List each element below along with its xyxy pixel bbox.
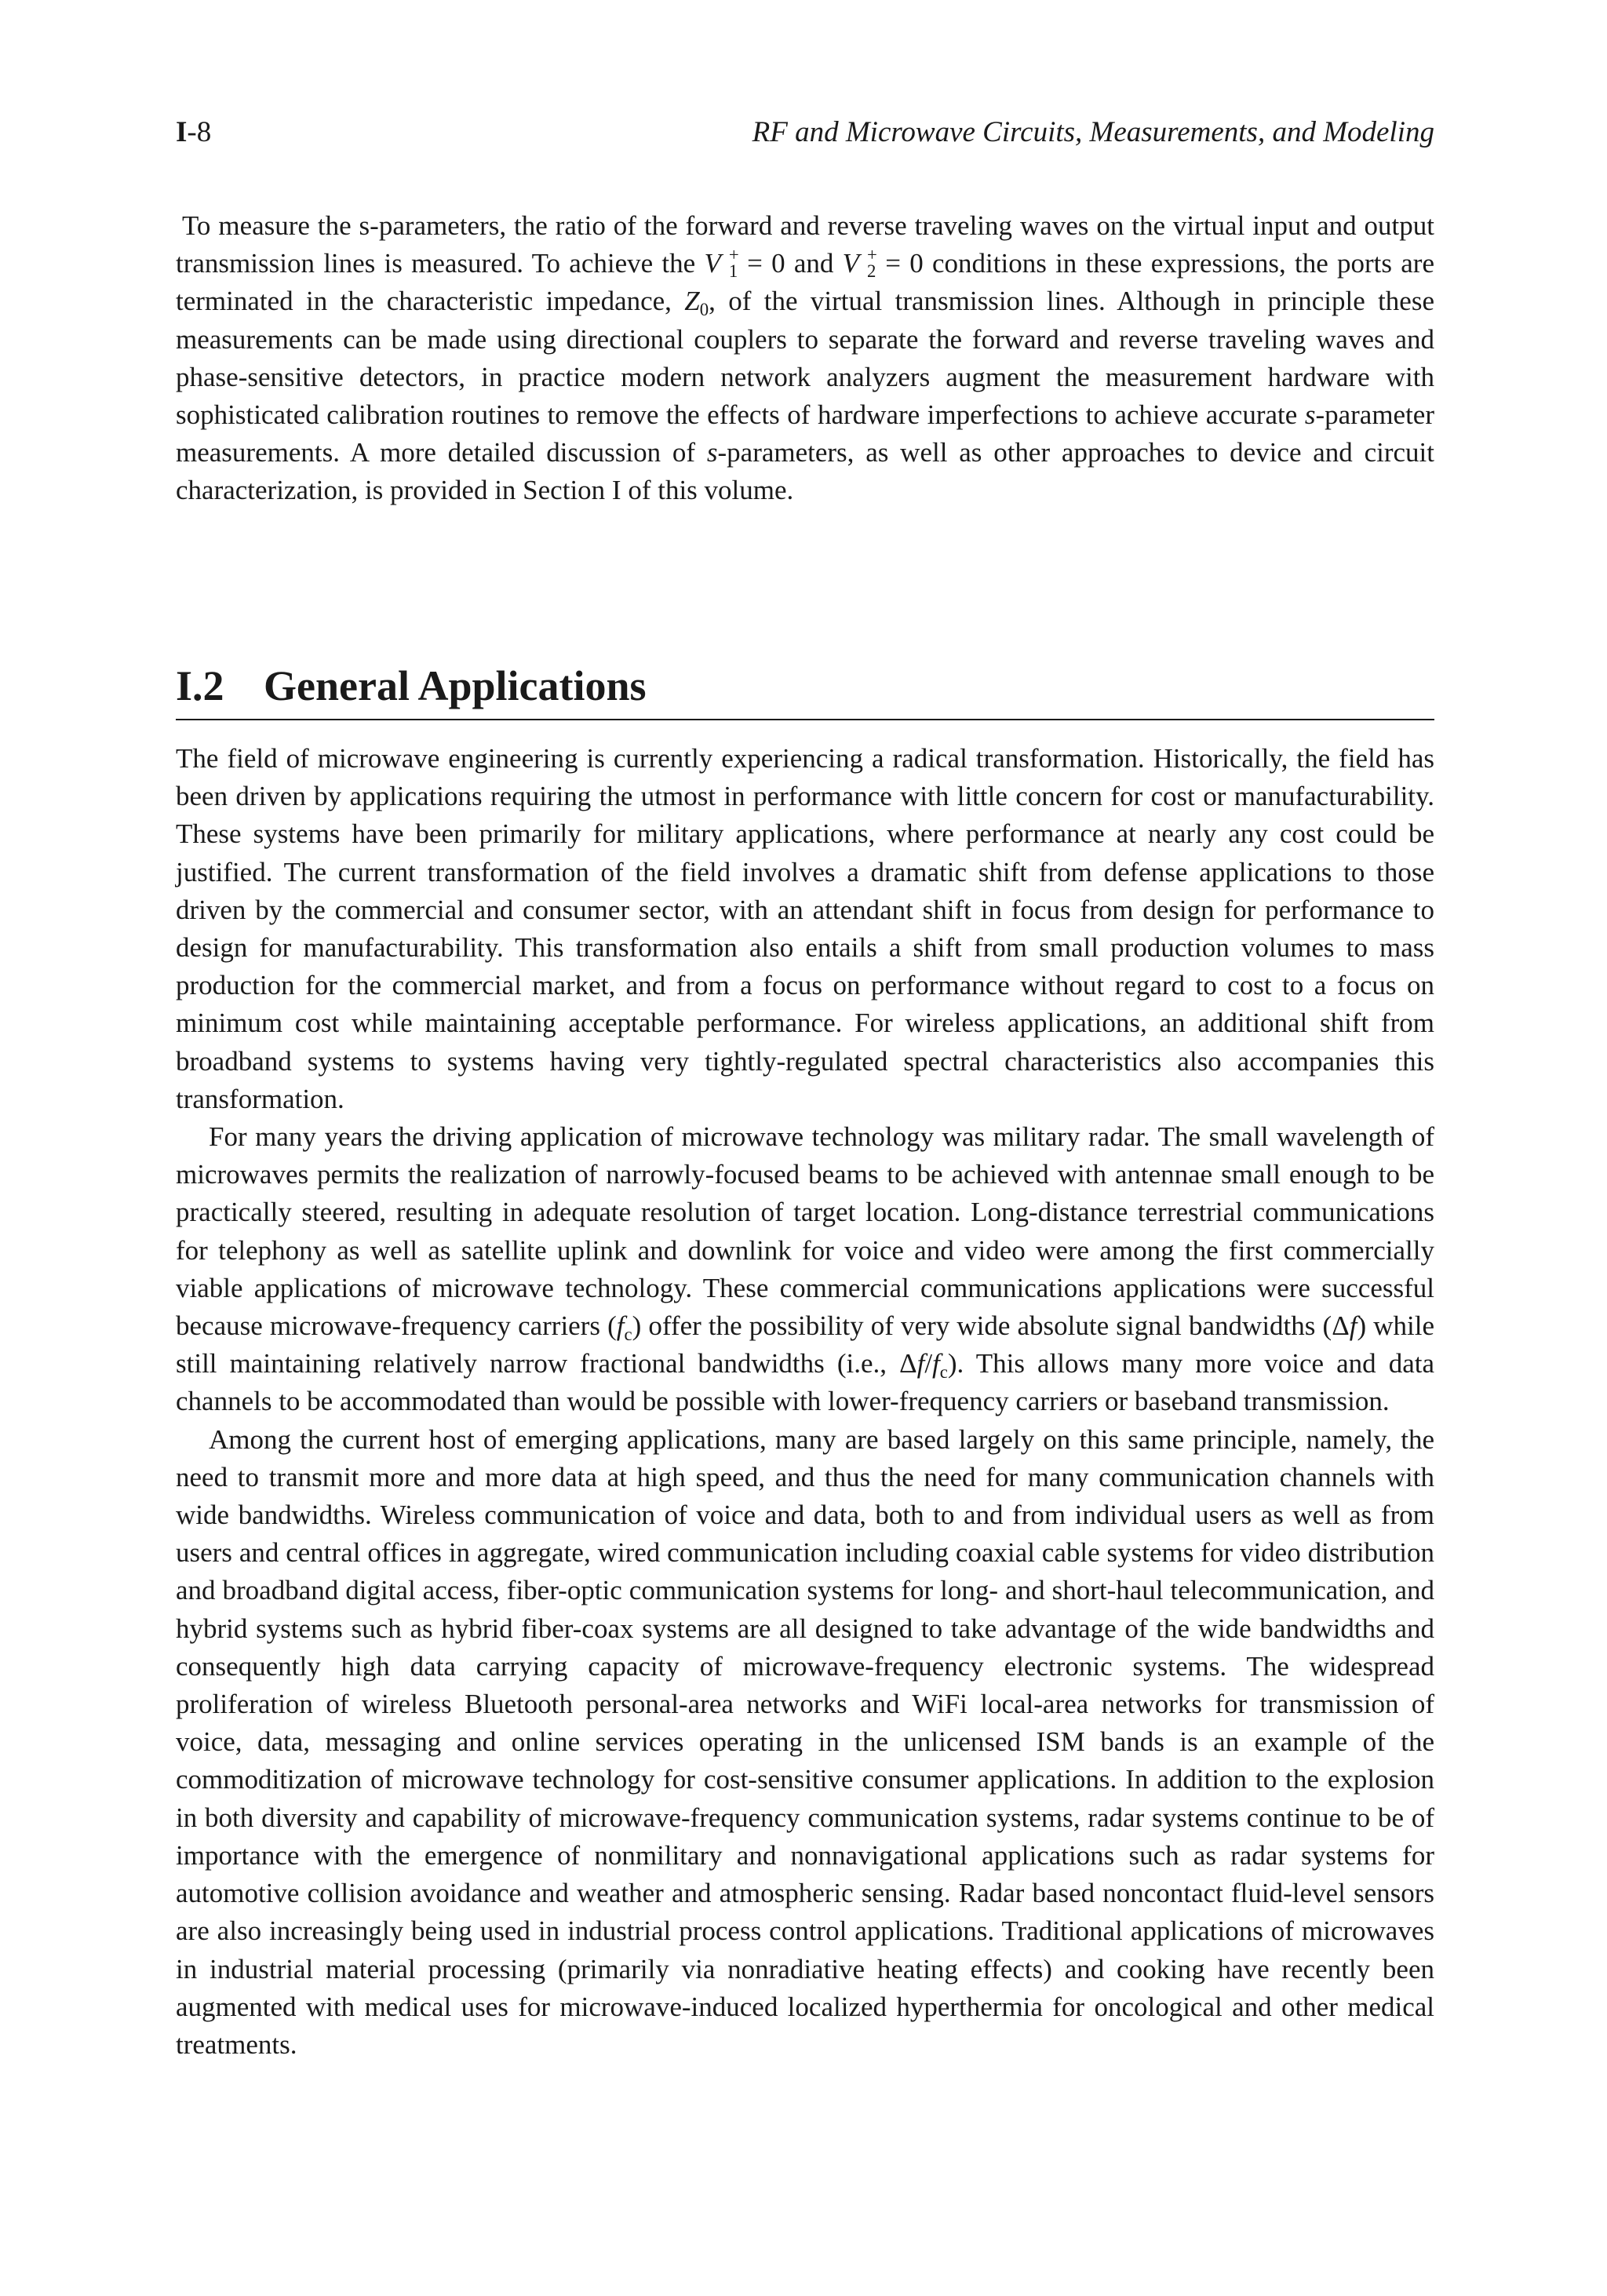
math-symbol: s xyxy=(1304,399,1316,431)
math-symbol: s xyxy=(706,437,718,468)
text-run: For many years the driving application of microwave technology was military radar. The small wavelength of microwaves permits the realization of narrowly-focused beams to be achieved with antennae small enough to be practically steered, resulting in adequate resolution of target location. Long-distance terrestrial communications for telephony as well as satellite uplink and downlink for voice and video were among the first commercially viable applications of microwave technology. These commercial communications applications were successful because microwave-frequency carriers ( xyxy=(176,1121,1434,1342)
math-symbol: Δ xyxy=(1332,1310,1350,1342)
text-run: ) while still maintaining relatively narrow fractional bandwidths (i.e., xyxy=(176,1310,1434,1379)
text-run: To measure the s-parameters, the ratio of the forward and reverse traveling waves on the virtual input and output transmission lines is measured. To achieve the xyxy=(176,210,1434,279)
page-number-prefix: I xyxy=(176,116,188,148)
page-number xyxy=(176,113,211,152)
math-symbol: f xyxy=(616,1310,625,1342)
running-head xyxy=(176,113,1434,152)
text-run: = 0 conditions in these expressions, the ports are terminated in the characteristic impedance, xyxy=(176,248,1434,317)
section-title: General Applications xyxy=(264,662,647,709)
section-body xyxy=(176,740,1434,2064)
math-symbol: f xyxy=(932,1348,940,1379)
paragraph xyxy=(176,1118,1434,1421)
text-run: , of the virtual transmission lines. Although in principle these measurements can be made using directional couplers to separate the forward and reverse traveling waves and phase-sensitive detectors, in practice modern network analyzers augment the measurement hardware with sophisticated calibration routines to remove the effects of hardware imperfections to achieve accurate xyxy=(176,286,1435,431)
text-run: = 0 and xyxy=(738,248,843,279)
math-symbol: Δ xyxy=(899,1348,917,1379)
text-run: ). This allows many more voice and data channels to be accommodated than would be possible with lower-frequency carriers or baseband transmission. xyxy=(176,1348,1434,1417)
text-run: -parameters, as well as other approaches to device and circuit characterization, is provided in Section I of this volume. xyxy=(176,437,1435,506)
math-superscript: + xyxy=(728,244,739,264)
math-symbol: f xyxy=(916,1348,925,1379)
math-subscript: 1 xyxy=(728,261,738,282)
math-subscript: c xyxy=(939,1362,948,1383)
math-symbol: Z xyxy=(684,286,700,317)
math-subscript: c xyxy=(624,1324,632,1344)
math-subscript: 0 xyxy=(699,300,709,320)
math-subsup xyxy=(859,244,877,282)
math-superscript: + xyxy=(867,244,877,264)
math-subsup xyxy=(721,244,739,282)
math-symbol: V xyxy=(704,248,721,279)
math-symbol: / xyxy=(924,1348,933,1379)
text-run: ) offer the possibility of very wide absolute signal bandwidths ( xyxy=(632,1310,1332,1342)
section-number: I.2 xyxy=(176,662,224,709)
intro-section xyxy=(176,207,1434,510)
paragraph: Among the current host of emerging applications, many are based largely on this same principle, namely, the need to transmit more and more data at high speed, and thus the need for many communication channels with wide bandwidths. Wireless communication of voice and data, both to and from individual users as well as from users and central offices in aggregate, wired communication including coaxial cable systems for video distribution and broadband digital access, fiber-optic communication systems for long- and short-haul telecommunication, and hybrid systems such as hybrid fiber-coax systems are all designed to take advantage of the wide bandwidths and consequently high data carrying capacity of microwave-frequency electronic systems. The widespread proliferation of wireless Bluetooth personal-area networks and WiFi local-area networks for transmission of voice, data, messaging and online services operating in the unlicensed ISM bands is an example of the commoditization of microwave technology for cost-sensitive consumer applications. In addition to the explosion in both diversity and capability of microwave-frequency communication systems, radar systems continue to be of importance with the emergence of nonmilitary and nonnavigational applications such as radar systems for automotive collision avoidance and weather and atmospheric sensing. Radar based noncontact fluid-level sensors are also increasingly being used in industrial process control applications. Traditional applications of microwaves in industrial material processing (primarily via nonradiative heating effects) and cooking have recently been augmented with medical uses for microwave-induced localized hyperthermia for oncological and other medical treatments. xyxy=(176,1423,1434,2060)
section-heading xyxy=(176,659,1434,720)
math-symbol: V xyxy=(842,248,859,279)
paragraph: The field of microwave engineering is currently experiencing a radical transformation. Historically, the field has been driven by applications requiring the utmost in performance with little concern for cost or manufacturability. These systems have been primarily for military applications, where performance at nearly any cost could be justified. The current transformation of the field involves a dramatic shift from defense applications to those driven by the commercial and consumer sector, with an attendant shift in focus from design for performance to design for manufacturability. This transformation also entails a shift from small production volumes to mass production for the commercial market, and from a focus on performance without regard to cost to a focus on minimum cost while maintaining acceptable performance. For wireless applications, an additional shift from broadband systems to systems having very tightly-regulated spectral characteristics also accompanies this transformation. xyxy=(176,743,1434,1114)
math-subscript: 2 xyxy=(867,261,876,282)
math-symbol: f xyxy=(1349,1310,1357,1342)
intro-paragraph xyxy=(176,207,1434,510)
book-title: RF and Microwave Circuits, Measurements, and Modeling xyxy=(752,116,1434,148)
page-number-value: -8 xyxy=(187,116,212,148)
text-run: -parameter measurements. A more detailed discussion of xyxy=(176,399,1434,468)
